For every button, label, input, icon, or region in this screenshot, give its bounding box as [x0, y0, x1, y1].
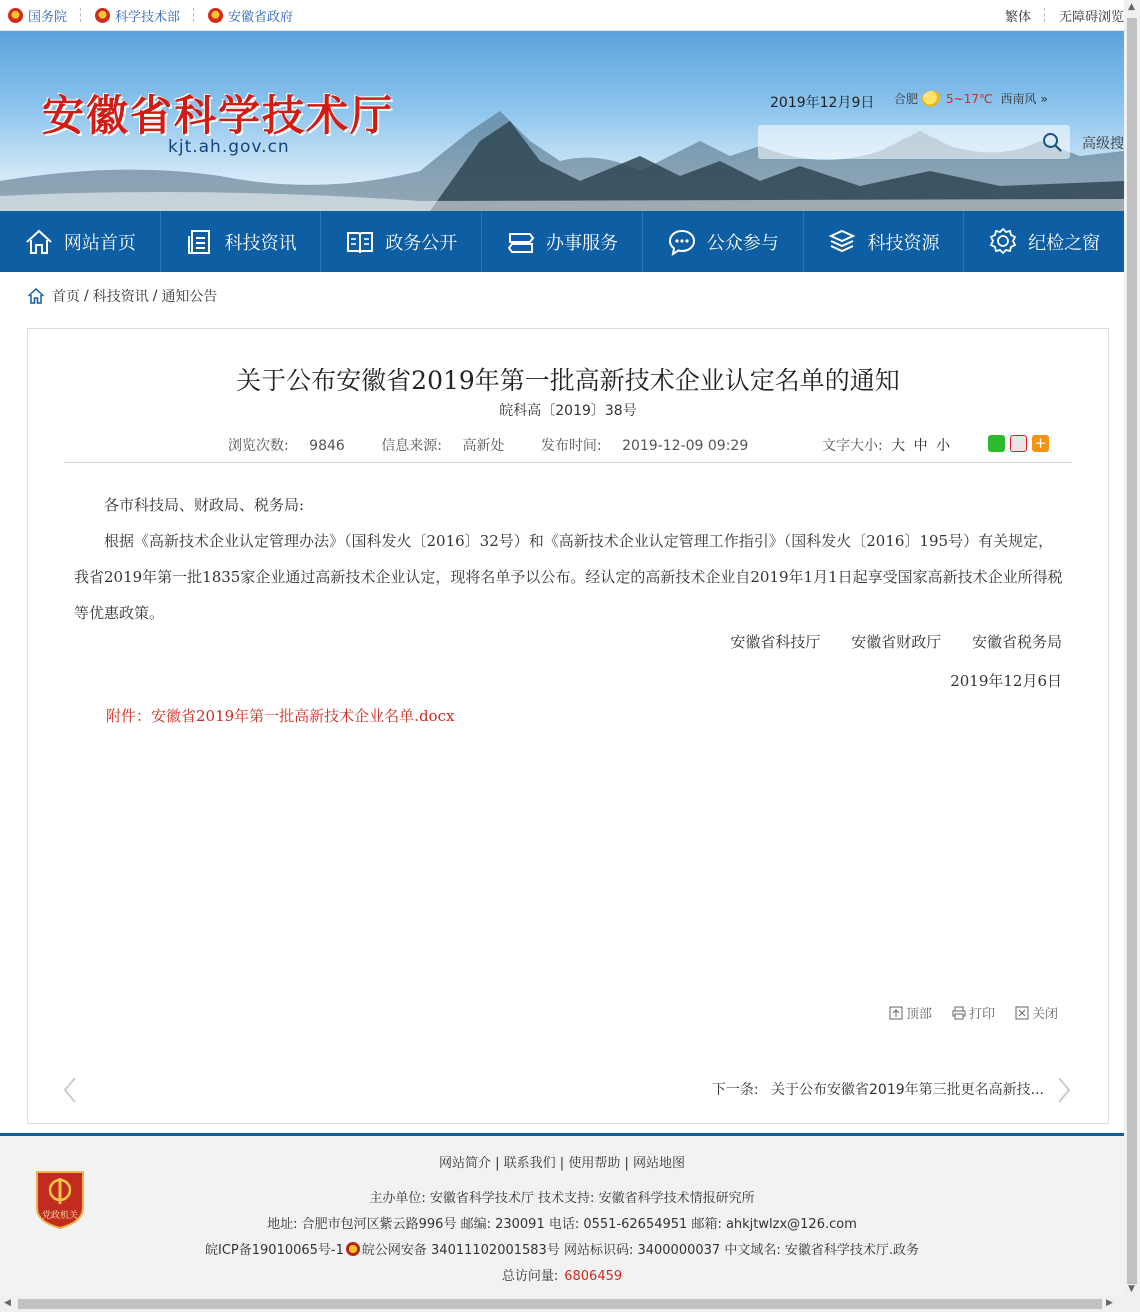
- font-size-medium[interactable]: 中: [913, 438, 928, 454]
- nav-services[interactable]: 办事服务: [482, 211, 643, 272]
- home-icon: [27, 287, 45, 305]
- weather-widget[interactable]: [894, 90, 1048, 107]
- signer: 安徽省税务局: [971, 633, 1062, 651]
- police-record[interactable]: 皖公网安备 34011102001583号 网站标识码: 3400000037 中文域名: 安徽省科学技术厅.政务: [361, 1243, 919, 1258]
- resource-icon: [827, 227, 857, 257]
- link-most[interactable]: 科学技术部: [95, 6, 180, 25]
- horizontal-scrollbar[interactable]: [0, 1296, 1140, 1312]
- news-icon: [185, 227, 215, 257]
- back-to-top-button[interactable]: 顶部: [889, 1003, 932, 1022]
- footer-visits: 总访问量: 6806459: [501, 1269, 623, 1284]
- main-nav: [0, 211, 1124, 272]
- font-size-small[interactable]: 小: [936, 438, 951, 454]
- close-button[interactable]: 关闭: [1015, 1003, 1058, 1022]
- footer-link-contact[interactable]: 联系我们: [503, 1156, 556, 1171]
- footer-address: 地址: 合肥市包河区紫云路996号 邮编: 230091 电话: 0551-62654951 邮箱: ahkjtwlzx@126.com: [267, 1217, 857, 1232]
- site-footer: [0, 1133, 1124, 1300]
- scroll-right-arrow-icon[interactable]: ▶: [1106, 1298, 1113, 1308]
- national-emblem-icon: [208, 8, 223, 23]
- site-header: [0, 31, 1124, 211]
- sunny-icon: [922, 91, 942, 107]
- badge-icon: [988, 227, 1018, 257]
- divider: [64, 462, 1072, 463]
- scroll-left-arrow-icon[interactable]: ◀: [4, 1298, 11, 1308]
- nav-discipline-window[interactable]: 纪检之窗: [964, 211, 1124, 272]
- attachment-link[interactable]: 附件：安徽省2019年第一批高新技术企业名单.docx: [106, 707, 455, 725]
- arrow-up-icon: [889, 1006, 903, 1020]
- search-input[interactable]: [758, 125, 1044, 159]
- site-domain: kjt.ah.gov.cn: [168, 137, 290, 157]
- signers: [704, 631, 1062, 652]
- article-container: [27, 328, 1109, 1124]
- scroll-down-arrow-icon[interactable]: ▼: [1128, 1284, 1135, 1294]
- breadcrumb-tech-news[interactable]: 科技资讯: [92, 289, 149, 305]
- font-size-large[interactable]: 大: [891, 438, 906, 454]
- wechat-share-icon[interactable]: [988, 435, 1005, 452]
- badge-label: 党政机关: [41, 1211, 79, 1221]
- nav-public-participation[interactable]: 公众参与: [643, 211, 804, 272]
- search-icon[interactable]: [1042, 132, 1062, 152]
- divider: [193, 8, 195, 22]
- weather-wind: 西南风: [1000, 92, 1037, 106]
- views: 浏览次数: 9846: [228, 438, 345, 454]
- book-icon: [345, 227, 375, 257]
- top-links: [8, 0, 293, 30]
- scroll-up-arrow-icon[interactable]: ▲: [1128, 2, 1135, 12]
- double-chevron-icon: »: [1040, 91, 1048, 106]
- nav-tech-news[interactable]: 科技资讯: [161, 211, 322, 272]
- weather-city: 合肥: [894, 92, 919, 106]
- next-article-link[interactable]: 下一条: 关于公布安徽省2019年第三批更名高新技...: [711, 1082, 1044, 1098]
- search-box: [758, 125, 1070, 159]
- article-meta: [228, 435, 780, 455]
- breadcrumb-separator: /: [152, 288, 158, 304]
- signer: 安徽省科技厅: [730, 633, 821, 651]
- body-paragraph: 根据《高新技术企业认定管理办法》（国科发火〔2016〕32号）和《高新技术企业认定管理工作指引》（国科发火〔2016〕195号）有关规定，我省2019年第一批1835家企业通过高新技术企业认定，现将名单予以公布。经认定的高新技术企业自2019年1月1日起享受国家高新技术企业所得税等优惠政策。: [74, 532, 1063, 622]
- view-count: 9846: [309, 438, 345, 454]
- footer-link-about[interactable]: 网站简介: [438, 1156, 491, 1171]
- more-share-icon[interactable]: +: [1032, 435, 1049, 452]
- link-state-council[interactable]: 国务院: [8, 6, 67, 25]
- icp-link[interactable]: 皖ICP备19010065号-1: [205, 1243, 344, 1258]
- service-icon: [506, 227, 536, 257]
- source-value: 高新处: [462, 438, 505, 454]
- top-bar: [0, 0, 1124, 31]
- vertical-scrollbar[interactable]: [1124, 0, 1140, 1296]
- link-anhui-gov[interactable]: 安徽省政府: [208, 6, 293, 25]
- salutation: 各市科技局、财政局、税务局:: [104, 496, 305, 514]
- divider: [80, 8, 82, 22]
- weather-temp: 5~17℃: [946, 91, 993, 106]
- next-arrow-icon[interactable]: [1054, 1075, 1074, 1105]
- printer-icon: [952, 1006, 966, 1020]
- footer-link-sitemap[interactable]: 网站地图: [633, 1156, 686, 1171]
- font-size-control: 文字大小: 大 中 小: [822, 438, 951, 454]
- nav-home[interactable]: 网站首页: [0, 211, 161, 272]
- publish-time-value: 2019-12-09 09:29: [622, 438, 749, 454]
- national-emblem-icon: [95, 8, 110, 23]
- share-buttons: [988, 435, 1054, 452]
- sign-date: 2019年12月6日: [950, 672, 1062, 690]
- close-icon: [1015, 1006, 1029, 1020]
- national-emblem-icon: [8, 8, 23, 23]
- advanced-search-link[interactable]: 高级搜: [1082, 136, 1124, 152]
- article-tools: [869, 1003, 1058, 1022]
- previous-arrow-icon[interactable]: [60, 1075, 80, 1105]
- top-right-links: [1005, 0, 1124, 30]
- weibo-share-icon[interactable]: [1010, 435, 1027, 452]
- footer-registration: [0, 1239, 1124, 1258]
- divider: [1044, 8, 1046, 22]
- visit-count: 6806459: [564, 1269, 623, 1284]
- breadcrumb: [27, 286, 217, 306]
- breadcrumb-separator: /: [84, 288, 89, 304]
- site-logo-title[interactable]: 安徽省科学技术厅: [42, 91, 395, 140]
- source: 信息来源: 高新处: [381, 438, 505, 454]
- document-number: 皖科高〔2019〕38号: [499, 403, 637, 419]
- police-emblem-icon: [346, 1242, 360, 1256]
- home-icon: [24, 227, 54, 257]
- publish-time: 发布时间: 2019-12-09 09:29: [540, 438, 749, 454]
- horizontal-scroll-thumb[interactable]: [18, 1299, 1102, 1309]
- accessibility-link[interactable]: 无障碍浏览: [1058, 9, 1124, 25]
- footer-link-help[interactable]: 使用帮助: [568, 1156, 621, 1171]
- nav-tech-resources[interactable]: 科技资源: [804, 211, 965, 272]
- article-title: 关于公布安徽省2019年第一批高新技术企业认定名单的通知: [236, 366, 900, 395]
- breadcrumb-home[interactable]: 首页: [52, 289, 80, 305]
- chat-icon: [667, 227, 697, 257]
- breadcrumb-notices[interactable]: 通知公告: [161, 289, 218, 305]
- current-date: 2019年12月9日: [770, 95, 875, 111]
- vertical-scroll-thumb[interactable]: [1127, 18, 1137, 1284]
- footer-links: 网站简介 | 联系我们 | 使用帮助 | 网站地图: [438, 1156, 686, 1171]
- signer: 安徽省财政厅: [851, 633, 942, 651]
- article-body: [74, 487, 1064, 631]
- footer-host: 主办单位: 安徽省科学技术厅 技术支持: 安徽省科学技术情报研究所: [369, 1191, 755, 1206]
- print-button[interactable]: 打印: [952, 1003, 995, 1022]
- traditional-chinese-link[interactable]: 繁体: [1004, 9, 1031, 25]
- nav-gov-affairs[interactable]: 政务公开: [321, 211, 482, 272]
